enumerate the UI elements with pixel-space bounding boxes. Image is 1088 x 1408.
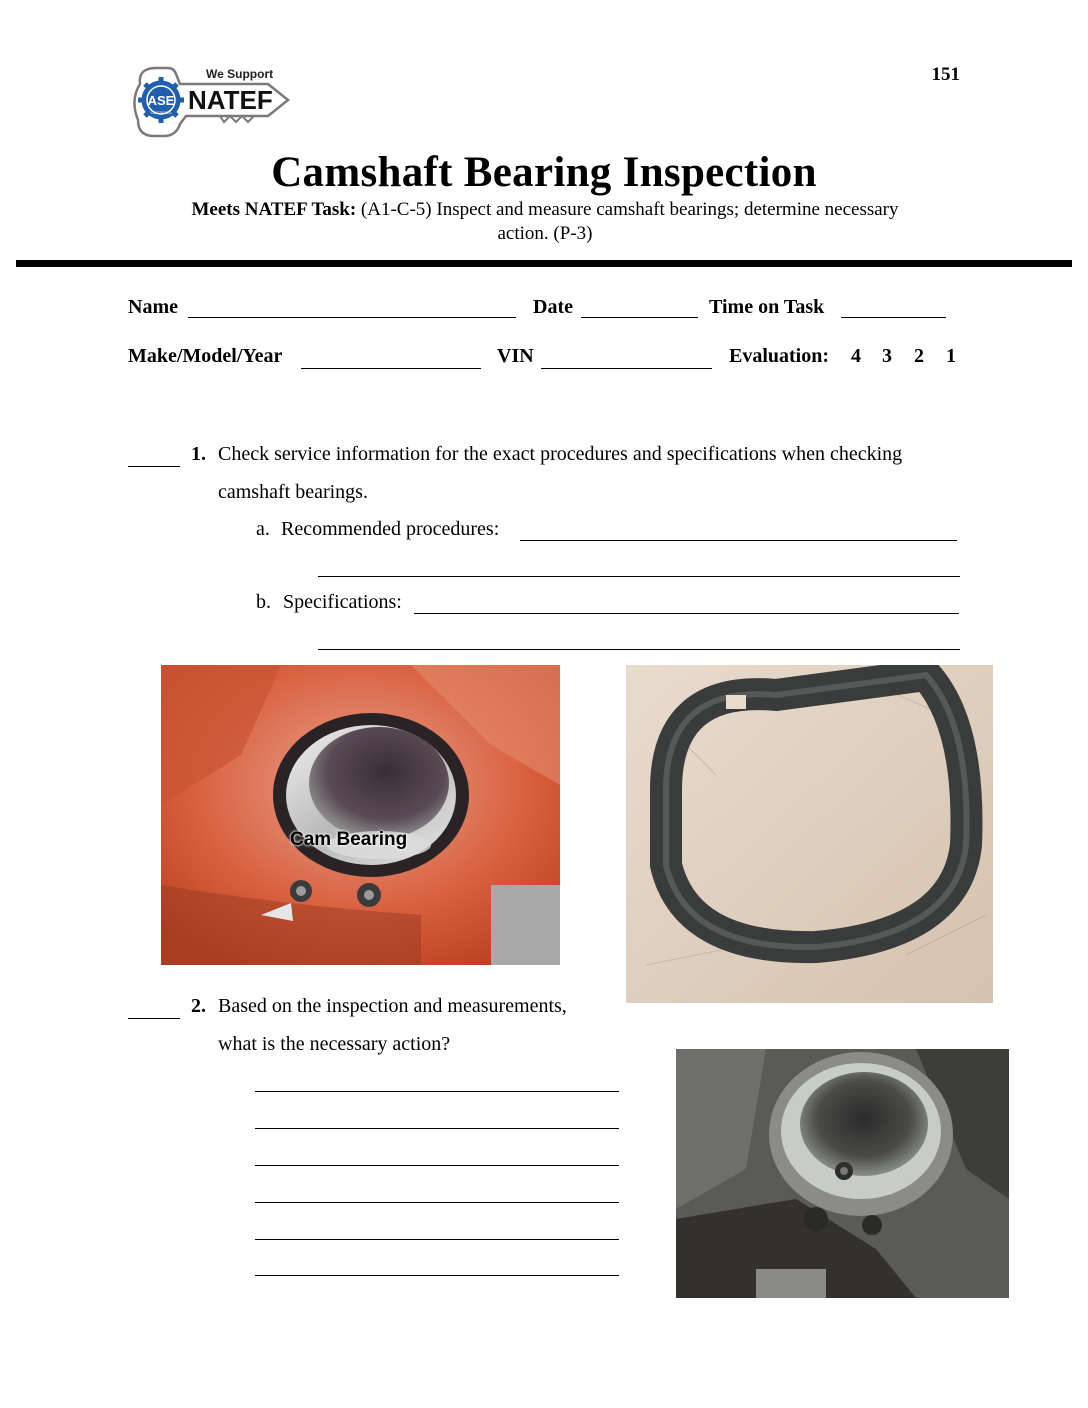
evaluation-score-1[interactable]: 1	[946, 345, 956, 367]
q1-number: 1.	[191, 443, 206, 465]
name-field[interactable]	[188, 317, 516, 318]
logo-badge-text: ASE	[147, 93, 175, 108]
q2-text-line2: what is the necessary action?	[218, 1033, 451, 1055]
task-text-1: (A1-C-5) Inspect and measure camshaft bearings; determine necessary	[360, 199, 899, 220]
logo-top-text: We Support	[206, 67, 274, 81]
logo-main-text: NATEF	[188, 85, 273, 115]
evaluation-label: Evaluation:	[729, 345, 830, 367]
q1b-answer-line-1[interactable]	[414, 612, 959, 614]
q2-answer-line-1[interactable]	[255, 1090, 619, 1092]
evaluation-score-3[interactable]: 3	[882, 345, 892, 367]
evaluation-score-2[interactable]: 2	[914, 345, 924, 367]
q1b-letter: b.	[256, 591, 271, 613]
make-model-year-field[interactable]	[301, 368, 481, 369]
q2-answer-line-5[interactable]	[255, 1238, 619, 1240]
task-label: Meets NATEF Task:	[191, 199, 357, 220]
cam-bore-photo	[676, 1049, 1009, 1298]
task-line-1	[120, 199, 970, 221]
evaluation-score-4[interactable]: 4	[851, 345, 861, 367]
natef-logo	[128, 62, 293, 146]
q1a-answer-line-1[interactable]	[520, 539, 957, 541]
q1-text-line1: Check service information for the exact procedures and specifications when checking	[218, 443, 903, 465]
date-field[interactable]	[581, 317, 698, 318]
q1b-answer-line-2[interactable]	[318, 648, 960, 650]
cam-bearing-photo-label: Cam Bearing	[290, 829, 408, 850]
q2-answer-line-6[interactable]	[255, 1274, 619, 1276]
q1a-label: Recommended procedures:	[281, 518, 500, 540]
page-number: 151	[931, 64, 960, 85]
header-divider	[16, 260, 1072, 267]
q2-number: 2.	[191, 995, 206, 1017]
vin-field[interactable]	[541, 368, 712, 369]
q1-text-line2: camshaft bearings.	[218, 481, 368, 503]
q2-answer-line-4[interactable]	[255, 1201, 619, 1203]
page-title: Camshaft Bearing Inspection	[271, 149, 817, 196]
cam-bearing-installed-photo	[161, 665, 560, 965]
time-on-task-field[interactable]	[841, 317, 946, 318]
q2-text-line1: Based on the inspection and measurements,	[218, 995, 567, 1017]
q1b-label: Specifications:	[283, 591, 402, 613]
time-on-task-label: Time on Task	[709, 296, 825, 318]
q1a-letter: a.	[256, 518, 270, 540]
vin-label: VIN	[497, 345, 534, 367]
q2-answer-line-2[interactable]	[255, 1127, 619, 1129]
date-label: Date	[533, 296, 573, 318]
q2-answer-line-3[interactable]	[255, 1164, 619, 1166]
q1-checkoff-blank[interactable]	[128, 465, 180, 467]
worn-cam-bearing-photo	[626, 665, 993, 1003]
task-text-2: action. (P-3)	[497, 223, 593, 244]
name-label: Name	[128, 296, 178, 318]
make-model-year-label: Make/Model/Year	[128, 345, 283, 367]
q2-checkoff-blank[interactable]	[128, 1017, 180, 1019]
logo-badge-sub: CERTIFIED	[150, 110, 172, 115]
q1a-answer-line-2[interactable]	[318, 575, 960, 577]
